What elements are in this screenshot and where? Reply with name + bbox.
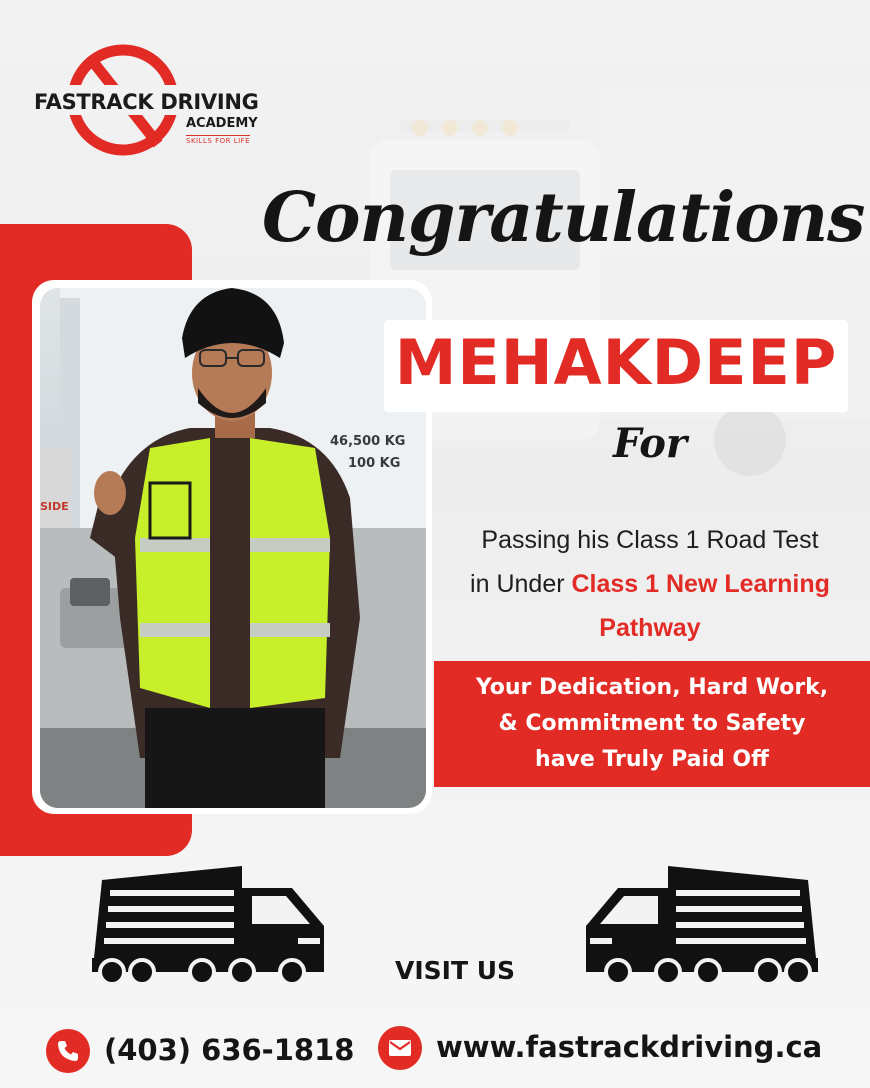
achievement-highlight-2: Pathway	[599, 614, 701, 642]
phone-number[interactable]: (403) 636-1818	[104, 1033, 355, 1067]
message-line-3: have Truly Paid Off	[535, 747, 769, 772]
achievement-highlight-1: Class 1 New Learning	[571, 570, 830, 598]
for-label: For	[613, 420, 687, 467]
website-link[interactable]: www.fastrackdriving.ca	[436, 1030, 823, 1064]
logo-tagline: SKILLS FOR LIFE	[186, 137, 251, 145]
achievement-line-1: Passing his Class 1 Road Test	[481, 526, 819, 554]
logo-subtitle: ACADEMY	[186, 116, 258, 131]
message-line-2: & Commitment to Safety	[498, 711, 806, 736]
photo-weight-label-1: 46,500 KG	[330, 434, 406, 449]
logo-title: FASTRACK DRIVING	[34, 90, 259, 114]
achievement-line-2	[440, 562, 860, 606]
message-line-1: Your Dedication, Hard Work,	[475, 675, 829, 700]
student-name: MEHAKDEEP	[394, 326, 838, 399]
achievement-line-2-prefix: in Under	[470, 570, 572, 598]
visit-us-label: VISIT US	[394, 956, 516, 985]
achievement-text	[440, 518, 860, 650]
photo-side-label: SIDE	[40, 500, 69, 513]
photo-weight-label-2: 100 KG	[348, 456, 401, 471]
academy-logo	[30, 40, 280, 170]
congratulations-heading: Congratulations	[262, 178, 865, 258]
message-text	[434, 670, 870, 778]
phone-icon	[46, 1029, 90, 1073]
student-photo	[40, 288, 426, 808]
truck-icon	[582, 866, 818, 990]
mail-icon	[378, 1026, 422, 1070]
truck-icon	[92, 866, 328, 990]
